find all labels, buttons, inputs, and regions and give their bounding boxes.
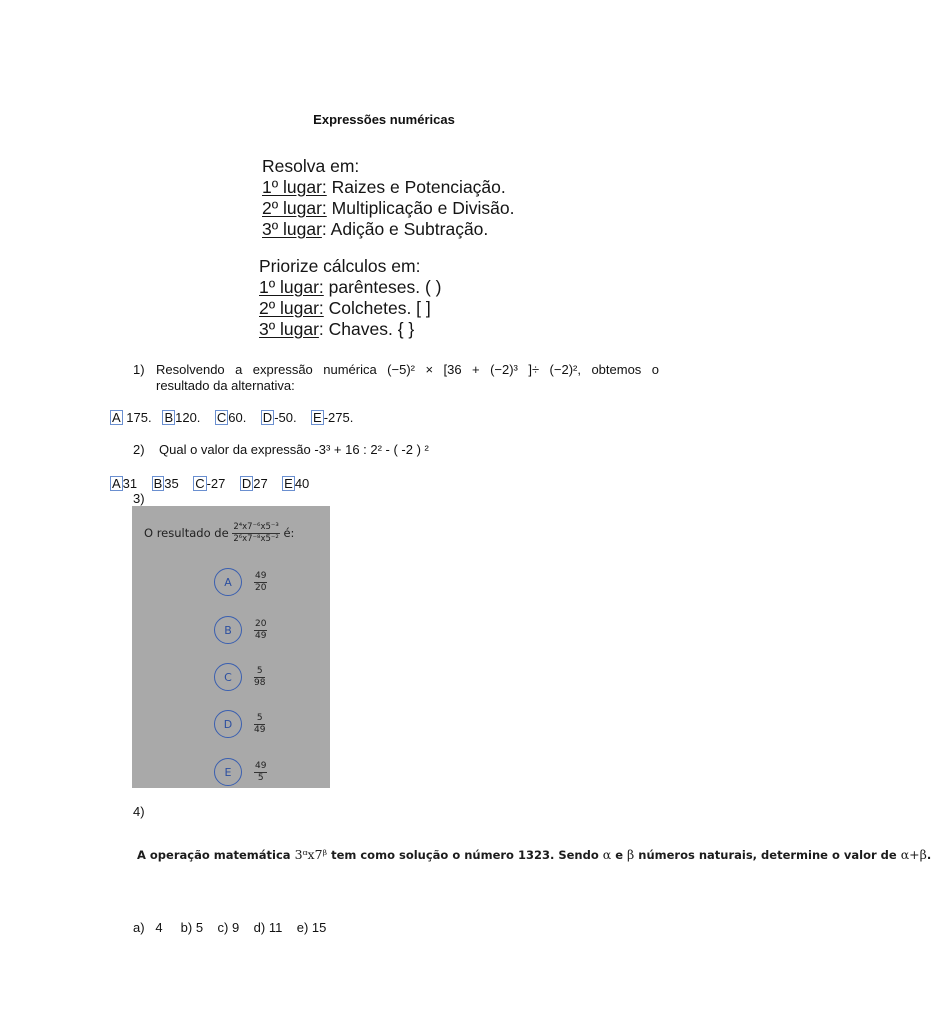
fraction-numerator: 49 — [255, 761, 267, 771]
option-value: -27 — [206, 476, 226, 491]
option-letter: B — [164, 410, 174, 425]
option-e-radio[interactable]: E — [214, 758, 242, 786]
option-letter: E — [284, 476, 293, 491]
rule-item — [262, 219, 514, 240]
rule-place: 1º lugar: — [259, 277, 324, 297]
question-number: 2) — [133, 442, 145, 457]
rules-heading: Priorize cálculos em: — [259, 256, 421, 276]
question-3-image — [132, 506, 330, 788]
option-value: -275. — [323, 410, 354, 425]
question-1-options — [110, 410, 353, 425]
fraction-numerator: 20 — [255, 619, 267, 629]
option-letter: A — [112, 476, 121, 491]
question-1 — [133, 362, 659, 394]
q4-text-part: A operação matemática — [137, 848, 295, 862]
expression-numerator: 2⁴x7⁻⁶x5⁻³ — [233, 522, 279, 532]
rule-text: Colchetes. [ ] — [323, 298, 431, 318]
rule-item — [259, 298, 441, 319]
rules-block-priority-operations — [262, 156, 514, 240]
rule-text: Raizes e Potenciação. — [326, 177, 506, 197]
option-b-fraction — [254, 619, 267, 642]
fraction-denominator: 98 — [254, 678, 266, 688]
option-c-radio[interactable]: C — [214, 663, 242, 691]
option-value: 175. — [122, 410, 152, 425]
q4-text-part: e — [611, 848, 628, 862]
question-2 — [133, 442, 429, 458]
fraction-denominator: 49 — [254, 725, 266, 735]
rule-text: parênteses. ( ) — [323, 277, 442, 297]
option-value: 35 — [164, 476, 179, 491]
option-e-fraction — [254, 761, 267, 784]
q4-text-part: números naturais, determine o valor de — [634, 848, 901, 862]
q4-text-part: . — [926, 848, 931, 862]
option-value: 31 — [122, 476, 138, 491]
question-1-text-line2: resultado da alternativa: — [156, 378, 295, 393]
q4-alpha: α — [602, 847, 612, 862]
rule-text: : Chaves. { } — [318, 319, 415, 339]
fraction-denominator: 20 — [255, 583, 267, 593]
option-c-fraction — [254, 666, 265, 689]
question-2-text: Qual o valor da expressão -3³ + 16 : 2² - ( -2 ) ² — [159, 442, 429, 457]
option-letter: B — [153, 476, 163, 491]
option-letter: C — [195, 476, 205, 491]
option-value: 27 — [253, 476, 268, 491]
option-letter: C — [216, 410, 227, 425]
question-2-options — [110, 476, 309, 491]
option-a-fraction — [254, 571, 267, 594]
option-value: 60. — [228, 410, 247, 425]
rule-place: 3º lugar — [259, 319, 319, 339]
question-number-3: 3) — [133, 491, 145, 506]
rule-item — [259, 319, 441, 340]
rule-item — [262, 198, 514, 219]
expression-fraction — [232, 522, 279, 545]
fraction-numerator: 49 — [255, 571, 267, 581]
fraction-numerator: 5 — [254, 713, 265, 725]
option-letter: D — [262, 410, 273, 425]
rules-block-priority-brackets — [259, 256, 441, 340]
question-number-4: 4) — [133, 804, 145, 819]
rule-place: 3º lugar — [262, 219, 322, 239]
rule-item — [262, 177, 514, 198]
rule-place: 2º lugar: — [259, 298, 324, 318]
option-d-fraction — [254, 713, 265, 736]
fraction-numerator: 5 — [254, 666, 265, 678]
fraction-denominator: 49 — [255, 631, 267, 641]
option-letter: A — [112, 410, 121, 425]
option-value: 120. — [175, 410, 201, 425]
question-1-text-line1: Resolvendo a expressão numérica (−5)² × [36 + (−2)³ ]÷ (−2)², obtemos o — [156, 362, 659, 377]
rule-place: 1º lugar: — [262, 177, 327, 197]
option-d-radio[interactable]: D — [214, 710, 242, 738]
option-b-radio[interactable]: B — [214, 616, 242, 644]
option-a-radio[interactable]: A — [214, 568, 242, 596]
q4-expression: 3ᵅx7ᵝ — [294, 847, 328, 862]
prompt-start: O resultado de — [144, 526, 229, 540]
q4-text-part: tem como solução o número 1323. Sendo — [327, 848, 603, 862]
q4-beta: β — [627, 847, 635, 862]
question-number: 1) — [133, 362, 145, 377]
option-value: 40 — [294, 476, 310, 491]
rule-item — [259, 277, 441, 298]
option-value: -50. — [274, 410, 297, 425]
fraction-denominator: 5 — [257, 773, 264, 783]
expression-denominator: 2⁶x7⁻⁸x5⁻² — [233, 534, 279, 544]
question-3-prompt — [144, 522, 294, 545]
question-4-text — [137, 847, 931, 862]
q4-sum: α+β — [900, 847, 927, 862]
rule-place: 2º lugar: — [262, 198, 327, 218]
page-title: Expressões numéricas — [313, 112, 455, 127]
rule-text: Multiplicação e Divisão. — [326, 198, 515, 218]
rules-heading: Resolva em: — [262, 156, 360, 176]
option-letter: D — [241, 476, 252, 491]
option-letter: E — [313, 410, 322, 425]
question-4-answers: a) 4 b) 5 c) 9 d) 11 e) 15 — [133, 920, 327, 935]
rule-text: : Adição e Subtração. — [321, 219, 489, 239]
prompt-end: é: — [283, 526, 295, 540]
